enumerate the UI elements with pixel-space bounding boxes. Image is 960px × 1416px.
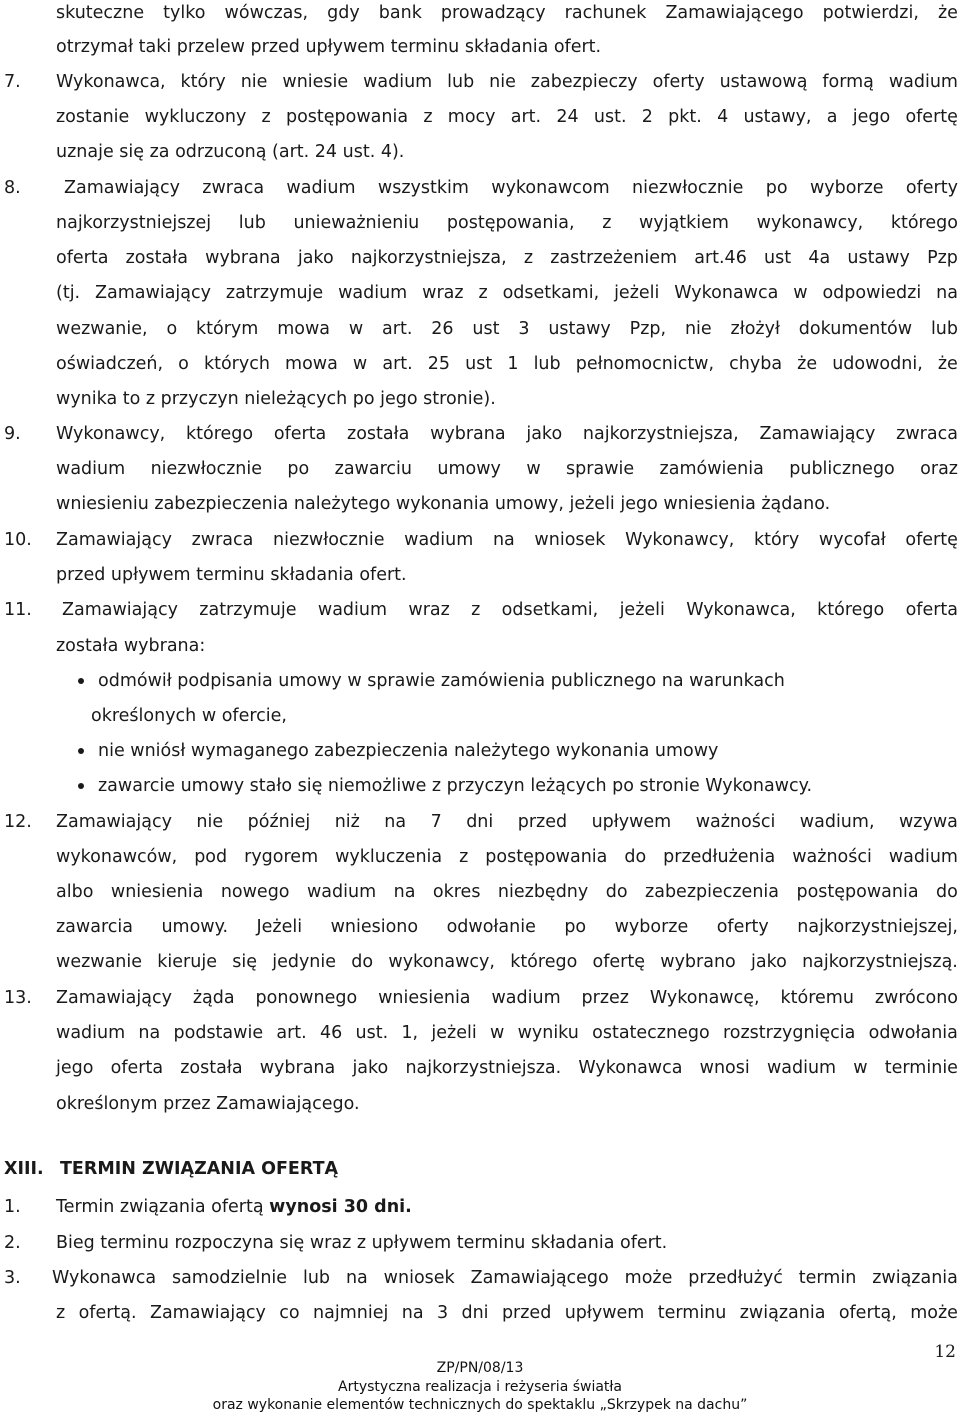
bullet-item: odmówił podpisania umowy w sprawie zamówienia publicznego na warunkach <box>98 671 785 691</box>
bullet-item-continuation: określonych w ofercie, <box>91 706 287 726</box>
paragraph-line: wynika to z przyczyn nieleżących po jego stronie). <box>56 389 496 409</box>
paragraph-line: określonym przez Zamawiającego. <box>56 1094 360 1114</box>
paragraph-line: Wykonawcy, którego oferta została wybrana jako najkorzystniejsza, Zamawiający zwraca <box>56 424 958 444</box>
section-heading: TERMIN ZWIĄZANIA OFERTĄ <box>60 1159 339 1179</box>
list-number: 8. <box>4 178 21 198</box>
paragraph-line: skuteczne tylko wówczas, gdy bank prowadzący rachunek Zamawiającego potwierdzi, że <box>56 3 958 23</box>
paragraph-line: otrzymał taki przelew przed upływem terminu składania ofert. <box>56 37 602 57</box>
paragraph-line: została wybrana: <box>56 636 206 656</box>
paragraph-line: wniesieniu zabezpieczenia należytego wykonania umowy, jeżeli jego wniesienia żądano. <box>56 494 831 514</box>
paragraph-line: wezwanie kieruje się jedynie do wykonawcy, którego ofertę wybrano jako najkorzystniejszą. <box>56 952 958 972</box>
paragraph-line: Zamawiający zwraca wadium wszystkim wykonawcom niezwłocznie po wyborze oferty <box>64 178 958 198</box>
bullet-item: nie wniósł wymaganego zabezpieczenia należytego wykonania umowy <box>98 741 719 761</box>
paragraph-line: Wykonawca samodzielnie lub na wniosek Zamawiającego może przedłużyć termin związania <box>52 1268 958 1288</box>
paragraph-line: Zamawiający zatrzymuje wadium wraz z odsetkami, jeżeli Wykonawca, którego oferta <box>62 600 958 620</box>
section-number: XIII. <box>4 1159 44 1179</box>
paragraph-line: (tj. Zamawiający zatrzymuje wadium wraz z odsetkami, jeżeli Wykonawca w odpowiedzi na <box>56 283 958 303</box>
paragraph-line: albo wniesienia nowego wadium na okres niezbędny do zabezpieczenia postępowania do <box>56 882 958 902</box>
bullet-item: zawarcie umowy stało się niemożliwe z przyczyn leżących po stronie Wykonawcy. <box>98 776 813 796</box>
paragraph-line: Bieg terminu rozpoczyna się wraz z upływem terminu składania ofert. <box>56 1233 668 1253</box>
list-number: 3. <box>4 1268 21 1288</box>
paragraph-line: oświadczeń, o których mowa w art. 25 ust 1 lub pełnomocnictw, chyba że udowodni, że <box>56 354 958 374</box>
list-number: 12. <box>4 812 32 832</box>
paragraph-line: Wykonawca, który nie wniesie wadium lub nie zabezpieczy oferty ustawową formą wadium <box>56 72 958 92</box>
paragraph-line: Zamawiający nie później niż na 7 dni przed upływem ważności wadium, wzywa <box>56 812 958 832</box>
emphasis-text: wynosi 30 dni. <box>269 1197 412 1217</box>
paragraph-line: wykonawców, pod rygorem wykluczenia z postępowania do przedłużenia ważności wadium <box>56 847 958 867</box>
paragraph-line: wezwanie, o którym mowa w art. 26 ust 3 ustawy Pzp, nie złożył dokumentów lub <box>56 319 958 339</box>
paragraph-line: zawarcia umowy. Jeżeli wniesiono odwołanie po wyborze oferty najkorzystniejszej, <box>56 917 958 937</box>
bullet-icon <box>78 678 84 684</box>
list-number: 11. <box>4 600 32 620</box>
footer-code: ZP/PN/08/13 <box>436 1360 524 1376</box>
footer-title-line: oraz wykonanie elementów technicznych do spektaklu „Skrzypek na dachu” <box>212 1397 748 1413</box>
list-number: 13. <box>4 988 32 1008</box>
paragraph-line: wadium na podstawie art. 46 ust. 1, jeżeli w wyniku ostatecznego rozstrzygnięcia odwołania <box>56 1023 958 1043</box>
paragraph-line: jego oferta została wybrana jako najkorzystniejsza. Wykonawca wnosi wadium w terminie <box>56 1058 958 1078</box>
paragraph-line: Zamawiający zwraca niezwłocznie wadium na wniosek Wykonawcy, który wycofał ofertę <box>56 530 958 550</box>
list-number: 1. <box>4 1197 21 1217</box>
bullet-icon <box>78 783 84 789</box>
paragraph-line: zostanie wykluczony z postępowania z mocy art. 24 ust. 2 pkt. 4 ustawy, a jego ofertę <box>56 107 958 127</box>
paragraph-line: Zamawiający żąda ponownego wniesienia wadium przez Wykonawcę, któremu zwrócono <box>56 988 958 1008</box>
paragraph-line: oferta została wybrana jako najkorzystniejsza, z zastrzeżeniem art.46 ust 4a ustawy Pzp <box>56 248 958 268</box>
list-number: 10. <box>4 530 32 550</box>
paragraph-line: wadium niezwłocznie po zawarciu umowy w sprawie zamówienia publicznego oraz <box>56 459 958 479</box>
paragraph-line: przed upływem terminu składania ofert. <box>56 565 407 585</box>
paragraph-line: z ofertą. Zamawiający co najmniej na 3 dni przed upływem terminu związania ofertą, może <box>56 1303 958 1323</box>
bullet-icon <box>78 748 84 754</box>
list-number: 9. <box>4 424 21 444</box>
page-number: 12 <box>934 1342 956 1362</box>
list-number: 7. <box>4 72 21 92</box>
footer-title-line: Artystyczna realizacja i reżyseria światła <box>338 1379 622 1395</box>
list-number: 2. <box>4 1233 21 1253</box>
paragraph-line: najkorzystniejszej lub unieważnieniu postępowania, z wyjątkiem wykonawcy, którego <box>56 213 958 233</box>
paragraph-line: Termin związania ofertą wynosi 30 dni. <box>56 1197 412 1217</box>
paragraph-line: uznaje się za odrzuconą (art. 24 ust. 4). <box>56 142 405 162</box>
